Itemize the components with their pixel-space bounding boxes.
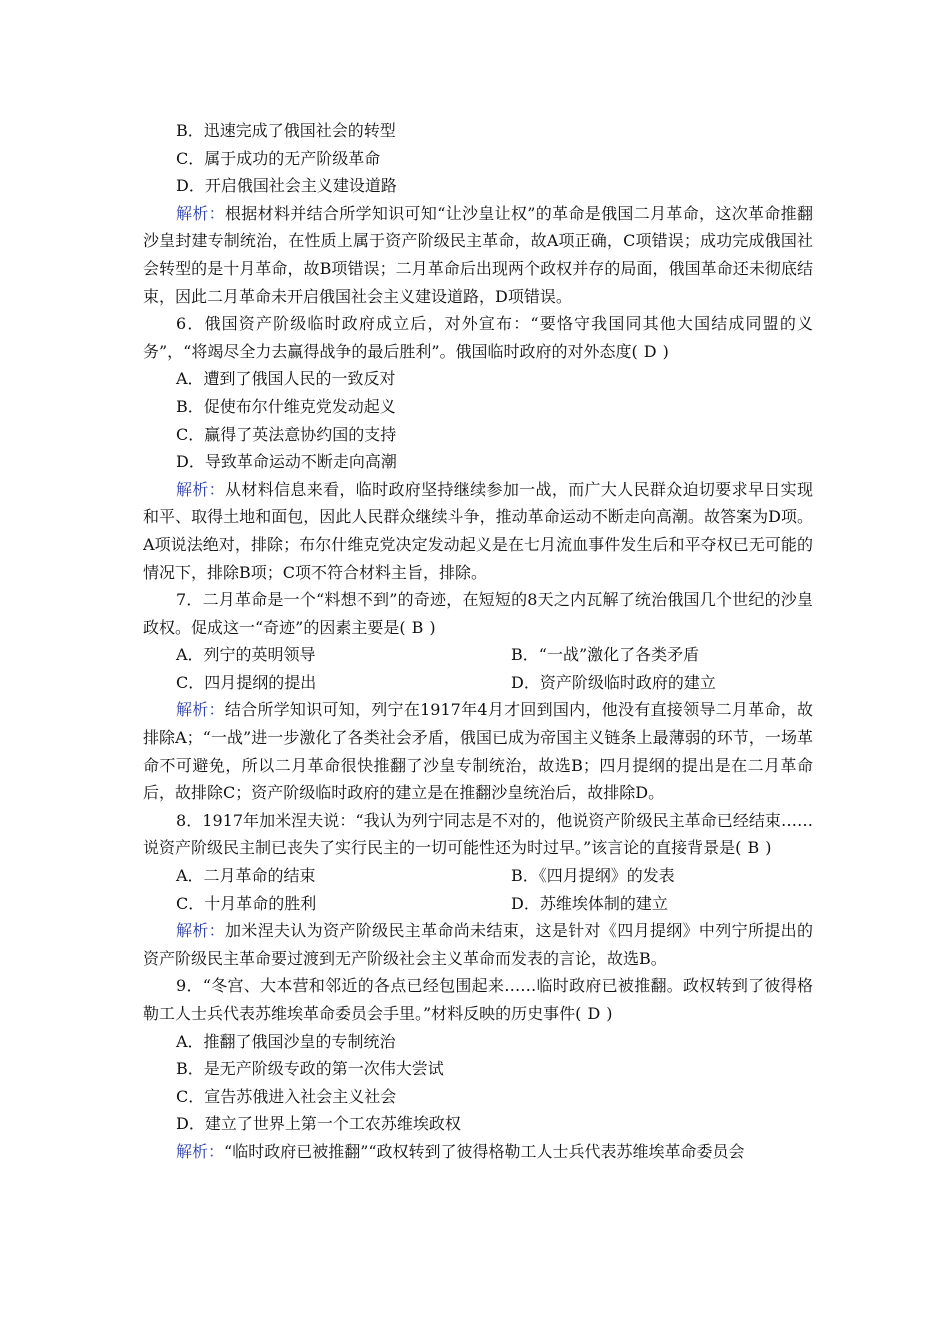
option-d: D．建立了世界上第一个工农苏维埃政权 bbox=[176, 1114, 461, 1134]
explanation-text: 从材料信息来看，临时政府坚持继续参加一战，而广大人民群众迫切要求早日实现和平、取得土地和面包，因此人民群众继续斗争，推动革命运动不断走向高潮。故答案为D项。A项说法绝对，排除；布尔什维克党决定发动起义是在七月流血事件发生后和平夺权已无可能的情况下，排除B项；C项不符合材料主旨，排除。 bbox=[143, 479, 813, 582]
answer: D bbox=[643, 341, 657, 361]
explanation-label: 解析： bbox=[176, 1141, 225, 1161]
option-a: A．二月革命的结束 bbox=[176, 866, 316, 886]
option-a: A．推翻了俄国沙皇的专制统治 bbox=[176, 1031, 396, 1051]
option-b: B．《四月提纲》的发表 bbox=[511, 866, 675, 886]
options-row bbox=[143, 890, 813, 918]
question-5 bbox=[143, 117, 813, 310]
explanation-label: 解析： bbox=[176, 203, 225, 223]
option-c: C．四月提纲的提出 bbox=[176, 672, 317, 692]
stem-close: ) bbox=[429, 617, 436, 637]
explanation bbox=[143, 917, 813, 972]
options-row bbox=[143, 669, 813, 697]
explanation bbox=[143, 696, 813, 806]
explanation bbox=[143, 200, 813, 310]
option-b: B．迅速完成了俄国社会的转型 bbox=[176, 121, 396, 140]
option-b: B．是无产阶级专政的第一次伟大尝试 bbox=[176, 1059, 444, 1079]
option-d: D．资产阶级临时政府的建立 bbox=[511, 672, 716, 692]
stem-text: 9．“冬宫、大本营和邻近的各点已经包围起来……临时政府已被推翻。政权转到了彼得格勒工人士兵代表苏维埃革命委员会手里。”材料反映的历史事件( bbox=[143, 976, 813, 1023]
stem-close: ) bbox=[765, 838, 772, 858]
explanation bbox=[143, 476, 813, 586]
options-row bbox=[143, 862, 813, 890]
stem-close: ) bbox=[662, 341, 669, 361]
answer: D bbox=[587, 1004, 601, 1023]
explanation-label: 解析： bbox=[176, 921, 226, 941]
explanation bbox=[143, 1138, 813, 1166]
question-stem bbox=[143, 807, 813, 862]
answer: B bbox=[411, 617, 424, 637]
explanation-text: 加米涅夫认为资产阶级民主革命尚未结束，这是针对《四月提纲》中列宁所提出的资产阶级民主革命要过渡到无产阶级社会主义革命而发表的言论，故选B。 bbox=[143, 921, 813, 968]
question-8 bbox=[143, 807, 813, 973]
stem-text: 6．俄国资产阶级临时政府成立后，对外宣布：“要恪守我国同其他大国结成同盟的义务”，“将竭尽全力去赢得战争的最后胜利”。俄国临时政府的对外态度( bbox=[143, 314, 813, 361]
document-page bbox=[143, 117, 813, 1166]
question-stem bbox=[143, 972, 813, 1027]
option-a: A．遭到了俄国人民的一致反对 bbox=[176, 369, 396, 389]
option-d: D．导致革命运动不断走向高潮 bbox=[176, 452, 397, 472]
question-6 bbox=[143, 310, 813, 586]
option-c: C．宣告苏俄进入社会主义社会 bbox=[176, 1086, 397, 1106]
option-a: A．列宁的英明领导 bbox=[176, 645, 316, 665]
explanation-text: 结合所学知识可知，列宁在1917年4月才回到国内，他没有直接领导二月革命，故排除A；“一战”进一步激化了各类社会矛盾，俄国已成为帝国主义链条上最薄弱的环节，一场革命不可避免，所以二月革命很快推翻了沙皇专制统治，故选B；四月提纲的提出是在二月革命后，故排除C；资产阶级临时政府的建立是在推翻沙皇统治后，故排除D。 bbox=[143, 700, 813, 803]
option-c: C．属于成功的无产阶级革命 bbox=[176, 148, 381, 168]
question-9 bbox=[143, 972, 813, 1165]
explanation-label: 解析： bbox=[176, 700, 225, 720]
question-stem bbox=[143, 310, 813, 365]
option-b: B．促使布尔什维克党发动起义 bbox=[176, 396, 396, 416]
stem-close: ) bbox=[606, 1004, 613, 1023]
option-b: B．“一战”激化了各类矛盾 bbox=[511, 645, 700, 665]
explanation-text: 根据材料并结合所学知识可知“让沙皇让权”的革命是俄国二月革命，这次革命推翻沙皇封建专制统治，在性质上属于资产阶级民主革命，故A项正确，C项错误；成功完成俄国社会转型的是十月革命，故B项错误；二月革命后出现两个政权并存的局面，俄国革命还未彻底结束，因此二月革命未开启俄国社会主义建设道路，D项错误。 bbox=[143, 203, 813, 306]
option-c: C．赢得了英法意协约国的支持 bbox=[176, 424, 397, 444]
stem-text: 8．1917年加米涅夫说：“我认为列宁同志是不对的，他说资产阶级民主革命已经结束……说资产阶级民主制已丧失了实行民主的一切可能性还为时过早。”该言论的直接背景是( bbox=[143, 810, 813, 858]
stem-text: 7．二月革命是一个“料想不到”的奇迹，在短短的8天之内瓦解了统治俄国几个世纪的沙皇政权。促成这一“奇迹”的因素主要是( bbox=[143, 590, 813, 637]
question-stem bbox=[143, 586, 813, 641]
option-c: C．十月革命的胜利 bbox=[176, 893, 317, 913]
answer: B bbox=[747, 838, 760, 858]
question-7 bbox=[143, 586, 813, 807]
option-d: D．苏维埃体制的建立 bbox=[511, 893, 668, 913]
options-row bbox=[143, 641, 813, 669]
explanation-text: “临时政府已被推翻”“政权转到了彼得格勒工人士兵代表苏维埃革命委员会 bbox=[224, 1141, 745, 1161]
option-d: D．开启俄国社会主义建设道路 bbox=[176, 176, 397, 196]
explanation-label: 解析： bbox=[176, 479, 226, 499]
